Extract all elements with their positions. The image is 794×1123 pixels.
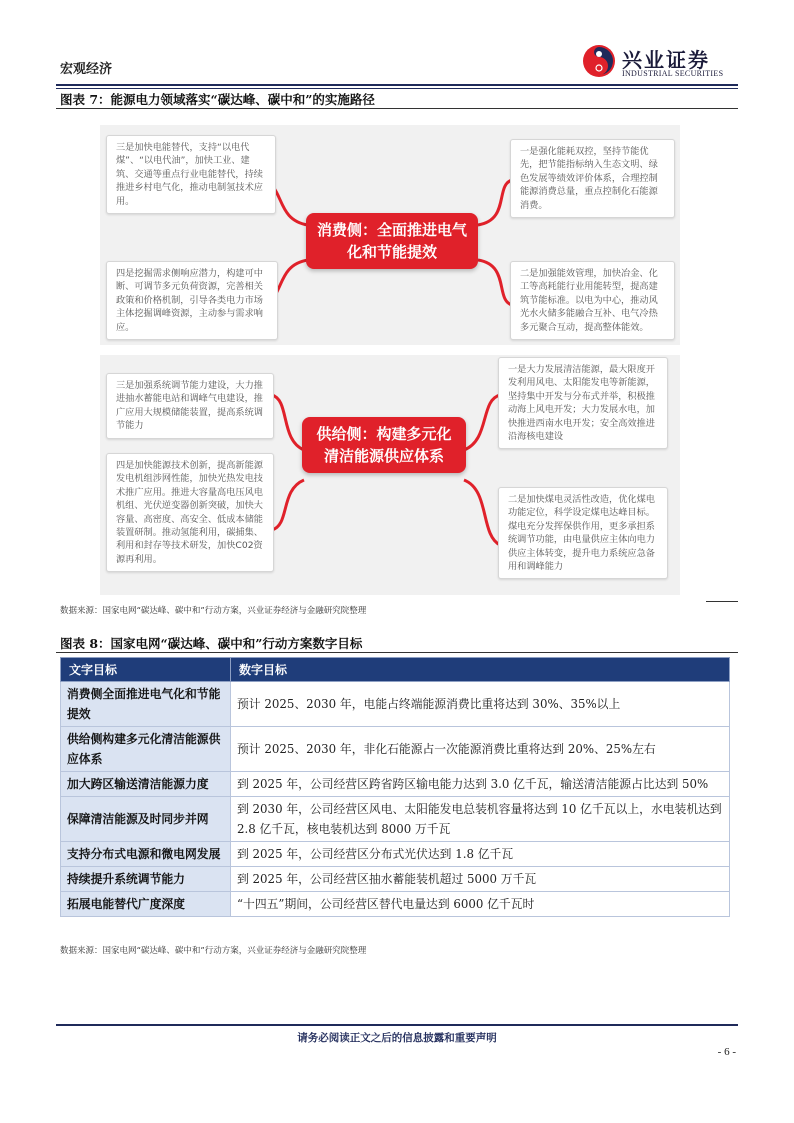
consumption-node-2: 二是加强能效管理，加快冶金、化工等高耗能行业用能转型，提高建筑节能标准。以电为中心，推动风光水火储多能融合互补、电气冷热多元聚合互动，提高整体能效。 xyxy=(510,261,675,340)
table-row xyxy=(61,842,730,867)
row-label: 持续提升系统调节能力 xyxy=(61,867,231,892)
table-header-row xyxy=(61,658,730,682)
figure7-end-rule xyxy=(706,601,738,602)
page-number: - 6 - xyxy=(717,1046,736,1058)
table-row xyxy=(61,772,730,797)
figure8-title-rule xyxy=(56,652,738,653)
supply-node-2: 二是加快煤电灵活性改造，优化煤电功能定位，科学设定煤电达峰目标。煤电充分发挥保供作用，更多承担系统调节功能，由电量供应主体向电力供应主体转变，提升电力系统应急备用和调峰能力 xyxy=(498,487,668,579)
disclaimer-notice: 请务必阅读正文之后的信息披露和重要声明 xyxy=(297,1032,497,1044)
consumption-node-3: 三是加快电能替代，支持“以电代煤”、“以电代油”，加快工业、建筑、交通等重点行业电能替代，持续推进乡村电气化，推动电制氢技术应用。 xyxy=(106,135,276,214)
company-logo xyxy=(582,42,732,82)
row-label: 加大跨区输送清洁能源力度 xyxy=(61,772,231,797)
figure7-title: 图表 7：能源电力领域落实“碳达峰、碳中和”的实施路径 xyxy=(60,92,375,107)
supply-node-3: 三是加强系统调节能力建设，大力推进抽水蓄能电站和调峰气电建设，推广应用大规模储能装置，提高系统调节能力 xyxy=(106,373,274,439)
targets-table xyxy=(60,657,730,917)
supply-mindmap xyxy=(100,355,680,595)
section-label: 宏观经济 xyxy=(60,62,113,77)
figure7-title-rule xyxy=(56,108,738,109)
page-header xyxy=(56,38,738,94)
row-value: “十四五”期间，公司经营区替代电量达到 6000 亿千瓦时 xyxy=(231,892,730,917)
row-value: 预计 2025、2030 年，电能占终端能源消费比重将达到 30%、35%以上 xyxy=(231,682,730,727)
table-row xyxy=(61,797,730,842)
table-row xyxy=(61,867,730,892)
row-value: 预计 2025、2030 年，非化石能源占一次能源消费比重将达到 20%、25%左右 xyxy=(231,727,730,772)
logo-english-name: INDUSTRIAL SECURITIES xyxy=(622,69,724,78)
row-label: 支持分布式电源和微电网发展 xyxy=(61,842,231,867)
row-label: 拓展电能替代广度深度 xyxy=(61,892,231,917)
row-label: 供给侧构建多元化清洁能源供应体系 xyxy=(61,727,231,772)
row-label: 消费侧全面推进电气化和节能提效 xyxy=(61,682,231,727)
header-divider-thin xyxy=(56,88,738,89)
row-value: 到 2025 年，公司经营区分布式光伏达到 1.8 亿千瓦 xyxy=(231,842,730,867)
table-row xyxy=(61,682,730,727)
consumption-node-1: 一是强化能耗双控，坚持节能优先，把节能指标纳入生态文明、绿色发展等绩效评价体系，合理控制能源消费总量，重点控制化石能源消费。 xyxy=(510,139,675,218)
consumption-node-4: 四是挖掘需求侧响应潜力，构建可中断、可调节多元负荷资源，完善相关政策和价格机制，引导各类电力市场主体挖掘调峰资源，主动参与需求响应。 xyxy=(106,261,278,340)
figure8-title: 图表 8：国家电网“碳达峰、碳中和”行动方案数字目标 xyxy=(60,636,363,651)
row-value: 到 2030 年，公司经营区风电、太阳能发电总装机容量将达到 10 亿千瓦以上，水电装机达到 2.8 亿千瓦，核电装机达到 8000 万千瓦 xyxy=(231,797,730,842)
table-row xyxy=(61,892,730,917)
column-header-text-target: 文字目标 xyxy=(61,658,231,682)
figure7-source: 数据来源：国家电网“碳达峰、碳中和”行动方案，兴业证券经济与金融研究院整理 xyxy=(60,606,367,616)
consumption-mindmap xyxy=(100,125,680,345)
supply-node-4: 四是加快能源技术创新，提高新能源发电机组涉网性能，加快光热发电技术推广应用。推进大容量高电压风电机组、光伏逆变器创新突破，加快大容量、高密度、高安全、低成本储能装置研制。推动氢能利用，碳捕集、利用和封存等技术研发，加快C02资源再利用。 xyxy=(106,453,274,572)
row-value: 到 2025 年，公司经营区跨省跨区输电能力达到 3.0 亿千瓦，输送清洁能源占比达到 50% xyxy=(231,772,730,797)
supply-center: 供给侧：构建多元化清洁能源供应体系 xyxy=(302,417,466,473)
consumption-center: 消费侧：全面推进电气化和节能提效 xyxy=(306,213,478,269)
supply-node-1: 一是大力发展清洁能源，最大限度开发利用风电、太阳能发电等新能源，坚持集中开发与分布式并举，积极推动海上风电开发；大力发展水电，加快推进西南水电开发；安全高效推进沿海核电建设 xyxy=(498,357,668,449)
row-label: 保障清洁能源及时同步并网 xyxy=(61,797,231,842)
row-value: 到 2025 年，公司经营区抽水蓄能装机超过 5000 万千瓦 xyxy=(231,867,730,892)
header-divider xyxy=(56,84,738,86)
logo-chinese-name: 兴业证券 xyxy=(622,48,710,72)
footer-divider xyxy=(56,1024,738,1026)
logo-mark-icon xyxy=(582,44,616,78)
column-header-numeric-target: 数字目标 xyxy=(231,658,730,682)
figure8-source: 数据来源：国家电网“碳达峰、碳中和”行动方案，兴业证券经济与金融研究院整理 xyxy=(60,946,367,956)
table-row xyxy=(61,727,730,772)
